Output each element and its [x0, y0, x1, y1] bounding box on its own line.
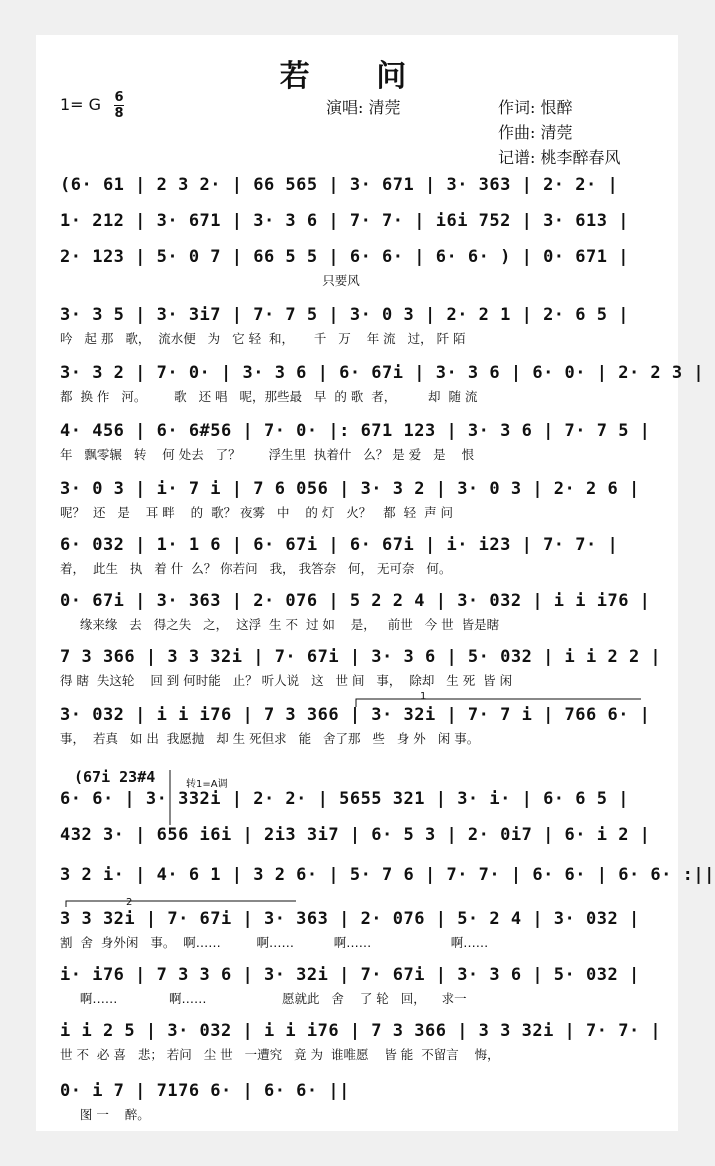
notation-line: 3· 032 | i i i76 | 7 3 366 | 3· 32i | 7· 7 i | 766 6· | — [60, 705, 651, 725]
lyric-line: 啊…… 啊…… 愿就此 舍 了 轮 回， 求一 — [60, 991, 467, 1006]
lyric-line: 着， 此生 执 着 什 么？ 你若问 我， 我答奈 何， 无可奈 何。 — [60, 561, 452, 576]
lyric-line: 得 瞎 失这轮 回 到 何时能 止？ 听人说 这 世 间 事， 除却 生 死 皆 闲 — [60, 673, 513, 688]
notation-line: 6· 6· | 3· 332i | 2· 2· | 5655 321 | 3· i· | 6· 6 5 | — [60, 789, 629, 809]
lyric-line: 世 不 必 喜 悲； 若问 尘 世 一遭究 竟 为 谁唯愿 皆 能 不留言 悔， — [60, 1047, 500, 1062]
lyric-line: 缘来缘 去 得之失 之， 这浮 生 不 过 如 是， 前世 今 世 皆是瞎 — [60, 617, 500, 632]
notation-line: 0· 67i | 3· 363 | 2· 076 | 5 2 2 4 | 3· 032 | i i i76 | — [60, 591, 651, 611]
lyric-line: 年 飘零辗 转 何 处去 了？ 浮生里 执着什 么？ 是 爱 是 恨 — [60, 447, 475, 462]
notation-line: 3· 0 3 | i· 7 i | 7 6 056 | 3· 3 2 | 3· 0 3 | 2· 2 6 | — [60, 479, 640, 499]
singer-credit: 演唱: 清莞 — [326, 98, 401, 117]
modulation-mark: 转1=A调 — [186, 779, 228, 790]
lyric-line: 吟 起 那 歌， 流水便 为 它 轻 和， 千 万 年 流 过， 阡 陌 — [60, 331, 466, 346]
notation-line: 3 2 i· | 4· 6 1 | 3 2 6· | 5· 7 6 | 7· 7· | 6· 6· | 6· 6· :|| — [60, 865, 715, 885]
notation-line: 3· 3 2 | 7· 0· | 3· 3 6 | 6· 67i | 3· 3 6 | 6· 0· | 2· 2 3 | — [60, 363, 705, 383]
composer-credit: 作曲: 清莞 — [498, 123, 573, 142]
notation-line: 7 3 366 | 3 3 32i | 7· 67i | 3· 3 6 | 5· 032 | i i 2 2 | — [60, 647, 662, 667]
lyric-line: 割 舍 身外闲 事。 啊…… 啊…… 啊…… 啊…… — [60, 935, 489, 950]
volta-2-label: 2 — [126, 897, 133, 908]
lyric-line: 只要风 — [60, 273, 360, 288]
lyric-line: 呢？ 还 是 耳 畔 的 歌？ 夜雾 中 的 灯 火？ 都 轻 声 问 — [60, 505, 454, 520]
volta-1-label: 1 — [420, 691, 427, 702]
notation-line: i i 2 5 | 3· 032 | i i i76 | 7 3 366 | 3 3 32i | 7· 7· | — [60, 1021, 662, 1041]
notation-line: 3 3 32i | 7· 67i | 3· 363 | 2· 076 | 5· 2 4 | 3· 032 | — [60, 909, 640, 929]
transcriber-credit: 记谱: 桃李醉春风 — [498, 148, 621, 167]
lyric-line: 图 一 醉。 — [60, 1107, 150, 1122]
notation-line: 1· 212 | 3· 671 | 3· 3 6 | 7· 7· | i6i 752 | 3· 613 | — [60, 211, 629, 231]
lyric-line: 事， 若真 如 出 我愿抛 却 生 死但求 能 舍了那 些 身 外 闲 事。 — [60, 731, 480, 746]
notation-line: 2· 123 | 5· 0 7 | 66 5 5 | 6· 6· | 6· 6· ) | 0· 671 | — [60, 247, 629, 267]
lyricist-credit: 作词: 恨醉 — [498, 98, 573, 117]
credits-block — [498, 95, 620, 170]
notation-line: 3· 3 5 | 3· 3i7 | 7· 7 5 | 3· 0 3 | 2· 2 1 | 2· 6 5 | — [60, 305, 629, 325]
notation-line: 6· 032 | 1· 1 6 | 6· 67i | 6· 67i | i· i23 | 7· 7· | — [60, 535, 619, 555]
score-title: 若 问 — [279, 59, 435, 94]
score-sheet — [36, 35, 715, 1131]
key-signature: 1= G — [60, 95, 102, 114]
notation-line: 4· 456 | 6· 6#56 | 7· 0· |: 671 123 | 3· 3 6 | 7· 7 5 | — [60, 421, 651, 441]
interlude-upper-voice: (67i 23#4 — [74, 768, 156, 786]
notation-line: 0· i 7 | 7176 6· | 6· 6· || — [60, 1081, 350, 1101]
time-signature-bottom: 8 — [114, 106, 124, 121]
notation-line: i· i76 | 7 3 3 6 | 3· 32i | 7· 67i | 3· 3 6 | 5· 032 | — [60, 965, 640, 985]
time-signature-top: 6 — [114, 90, 124, 105]
time-signature — [114, 91, 124, 120]
notation-line: (6· 61 | 2 3 2· | 66 565 | 3· 671 | 3· 363 | 2· 2· | — [60, 175, 619, 195]
notation-line: 432 3· | 656 i6i | 2i3 3i7 | 6· 5 3 | 2· 0i7 | 6· i 2 | — [60, 825, 651, 845]
lyric-line: 都 换 作 河。 歌 还 唱 呢，那些最 早 的 歌 者， 却 随 流 — [60, 389, 478, 404]
